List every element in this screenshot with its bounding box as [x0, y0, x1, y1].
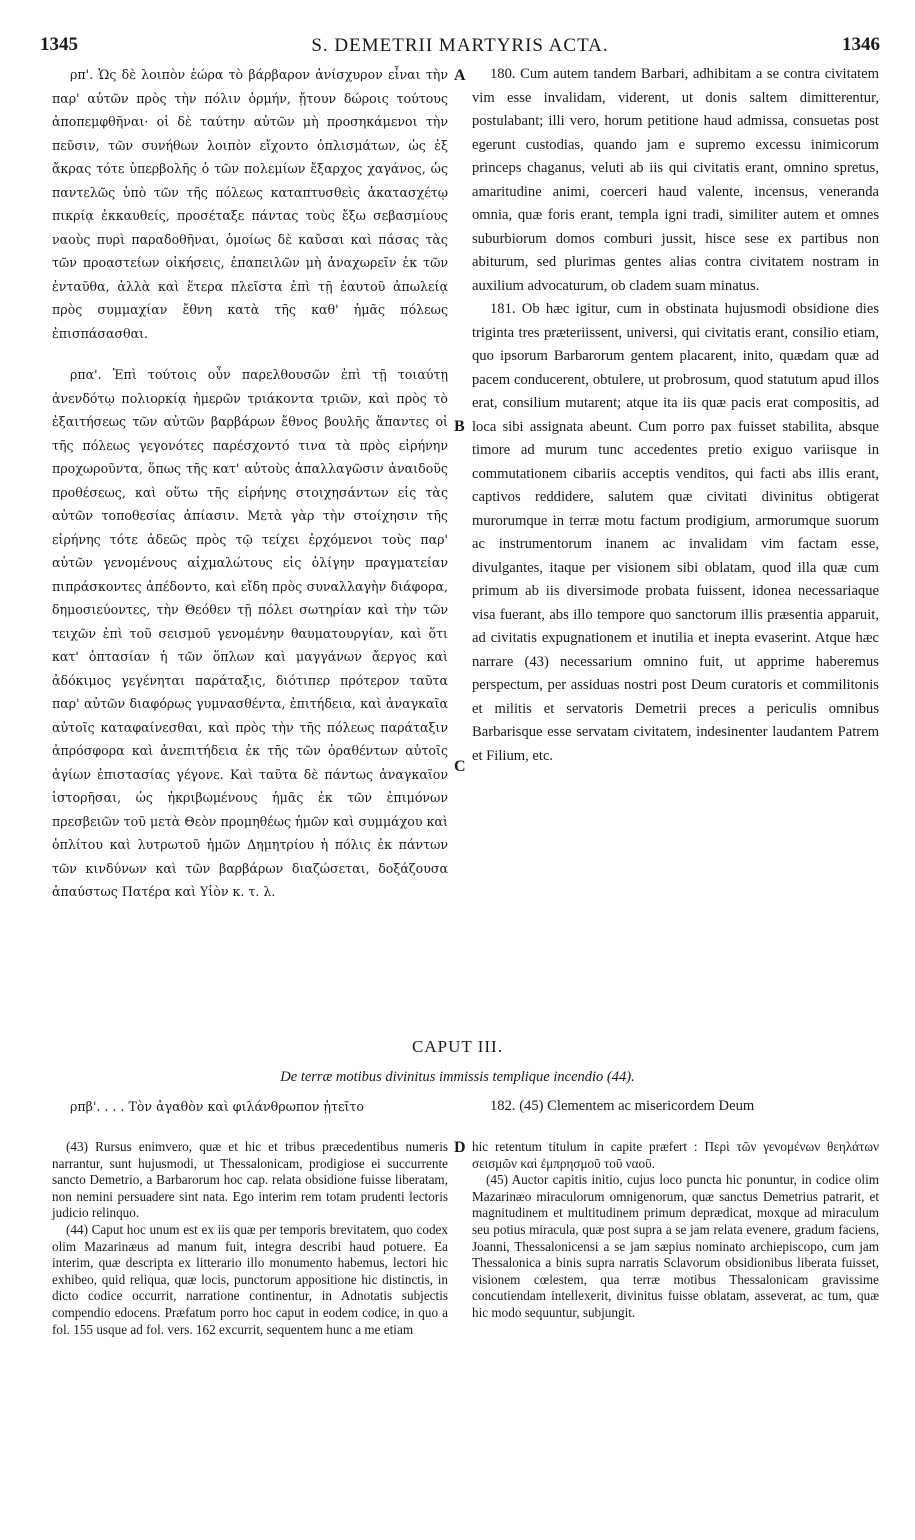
greek-paragraph-180: ρπ'. Ὡς δὲ λοιπὸν ἑώρα τὸ βάρβαρον ἀνίσχυρον εἶναι τὴν παρ' αὐτῶν πρὸς τὴν πόλιν ὁρμήν, ᾔτουν δώροις τούτους ἀποπεμφθῆναι· οἱ δὲ ταύτην αὐτῶν μὴ προσηκάμενοι τὴν πεῦσιν, τῶν συνήθων λοιπὸν εἴχοντο ὀπλισμάτων, ὡς ἐξ ἄκρας τότε ὑπερβολῆς ὁ τῶν πολεμίων ἔξαρχος χαγάνος, ὡς παντελῶς ὑπὸ τῶν τῆς πόλεως καταπτυσθεὶς ἀκατασχέτῳ πικρίᾳ ἐκκαυθείς, προσέταξε πάντας τοὺς ἔξω σεβασμίους ναοὺς πυρὶ παραδοθῆναι, ὁμοίως δὲ καῦσαι καὶ πάσας τὰς τῶν προαστείων οἰκήσεις, ἐπαπειλῶν μὴ ἀναχωρεῖν ἐκ τῶν ἐνταῦθα, ἀλλὰ καὶ ἕτερα πλεῖστα ἐπὶ τῇ ἑαυτοῦ ἀπωλείᾳ πρὸς συμμαχίαν ἔθνη κατὰ τῆς καθ' ἡμᾶς πόλεως ἐπισπάσασθαι.: [52, 67, 448, 341]
page-number-right: 1346: [842, 34, 880, 55]
running-title: S. DEMETRII MARTYRIS ACTA.: [311, 35, 609, 56]
greek-column-upper: [52, 63, 448, 904]
latin-paragraph-180: 180. Cum autem tandem Barbari, adhibitam a se contra civitatem vim esse invalidam, viderent, ut donis saltem dimitterentur, postulabant; illi vero, horum petitione haud admissa, consuetas post egerunt custodias, quando jam e supremo excessu inimicorum princeps chaganus, veluti ab iis qui civitatis erant, omnino spretus, amaritudine animi, coerceri haud valente, incensus, veneranda omnia, quæ foris erant, templa igni tradi, similiter autem et omnes suburbiorum domos comburi jussit, hisce sese ex partibus non abiturum, sed plurimas gentes alias contra civitatem nostram in auxilium advocaturum, ob cladem suam minatus.: [472, 66, 879, 294]
footnote-43: (43) Rursus enimvero, quæ et hic et tribus præcedentibus numeris narrantur, sunt hujusmodi, ut Thessalonicam, prodigiose ei succurrente sancto Demetrio, a Barbarorum hoc cap. relata obsidione fuisse liberatam, non nemini persuadere sint nata. Ego interim rem totam prudenti lectoris judicio relinquo.: [52, 1139, 448, 1221]
footnotes-left: [52, 1139, 448, 1338]
greek-paragraph-181: ρπα'. Ἐπὶ τούτοις οὖν παρελθουσῶν ἐπὶ τῇ τοιαύτῃ ἀνενδότῳ πολιορκίᾳ ἡμερῶν τριάκοντα τριῶν, καὶ πρὸς τὸ ἐξαιτήσεως τῶν αὐτῶν βαρβάρων ἔθνος βουλῆς ἅπαντες οἱ τῆς πόλεως γεγονότες παρέσχοντό τινα τὰ πρὸς εἰρήνην προχωροῦντα, ὅπως τῆς κατ' αὐτοὺς ἀπαλλαγῶσιν ἀναιδοῦς προθέσεως, καὶ οὕτω τῆς εἰρήνης στοιχησάντων εἰς τὰς αὐτῶν τοποθεσίας ἀπίασιν. Μετὰ γὰρ τὴν στοίχησιν τῆς εἰρήνης τότε ἀδεῶς πρὸς τῷ τείχει ἐρχόμενοι τοὺς παρ' αὐτῶν γενομένους αἰχμαλώτους εἰς ὀλίγην πραγματείαν πιπράσκοντες ἀπέδοντο, καὶ εἴδη πρὸς συναλλαγὴν διάφορα, δημοσιεύοντες, τὴν Θεόθεν τῇ πόλει σωτηρίαν καὶ τὴν τῶν τειχῶν ἐπὶ τοῦ σεισμοῦ γενομένην θαυματουργίαν, καὶ ὅτι κατ' ὀπτασίαν ἡ τῶν ὅπλων καὶ μαγγάνων ἄεργος καὶ ἀδόκιμος γεγένηται παράταξις, διότιπερ πρότερον ταῦτα παρ' αὐτῶν διαφόρως γυμνασθέντα, ἐπιτήδεια, καὶ ἀναγκαῖα αὐτοῖς καταφαίνεσθαι, καὶ πρὸς τὴν τῆς πόλεως παράταξιν ἀπρόσφορα καὶ ἀνεπιτήδεια ἐκ τῆς τῶν ὁραθέντων αὐτοῖς ἁγίων ἐπιστασίας γέγονε. Καὶ ταῦτα δὲ πάντως ἀναγκαῖον ἱστορῆσαι, ὡς ἠκριβωμένους ἡμᾶς ἐκ τῶν ἐπιμόνων πρεσβειῶν τοῦ μετὰ Θεὸν προμηθέως ἡμῶν καὶ συμμάχου καὶ ὁπλίτου καὶ λυτρωτοῦ ἡμῶν Δημητρίου ἡ πόλις ἐκ πάντων τῶν κινδύνων καὶ τῶν βαρβάρων διαζώσεται, δοξάζουσα ἀπαύστως Πατέρα καὶ Υἱὸν κ. τ. λ.: [52, 367, 448, 899]
greek-paragraph-182: ρπβ'. . . . Τὸν ἀγαθὸν καὶ φιλάνθρωπον ᾐτεῖτο: [70, 1099, 364, 1114]
footnote-44: (44) Caput hoc unum est ex iis quæ per temporis brevitatem, quo codex olim Mazarinæus ad manum fuit, integra describi haud potuere. Ea interim, quæ descripta ex litterario illo monumento habemus, lectori hic exhibeo, quid reliqua, quæ locis, punctorum appositione hic distinctis, in dicto codice occurrit, narratione continentur, in Adnotatis subjectis compendio edocens. Præfatum porro hoc caput in eodem codice, in quo a fol. 155 usque ad fol. vers. 162 excurrit, sequentem hunc a me etiam: [52, 1221, 448, 1337]
page-header: [40, 34, 880, 58]
footnote-45: (45) Auctor capitis initio, cujus loco puncta hic ponuntur, in codice olim Mazarinæo miraculorum omnigenorum, quæ sanctus Demetrius patrarit, et magnitudinem et multitudinem primum deprædicat, moxque ad miraculum seu potius miracula, quæ post supra a se jam relata evenere, gradum faciens, Joanni, Thessalonicensi a se jam sæpius nominato archiepiscopo, cum jam Thessalonica a binis supra narratis Sclavorum obsidionibus liberata fuisset, visionem cœlestem, qua terræ motibus Thessalonicam gravissime concutiendam intellexerit, divinitus fuisse oblatam, asseverat, ac tum, quæ hic modo sequuntur, subjungit.: [472, 1172, 879, 1320]
latin-paragraph-182-wrap: [472, 1095, 879, 1119]
footnote-44-continued: hic retentum titulum in capite præfert : Περὶ τῶν γενομένων θεηλάτων σεισμῶν καὶ ἐμπρησμοῦ τοῦ ναοῦ.: [472, 1139, 879, 1171]
page-number-left: 1345: [40, 34, 78, 55]
latin-paragraph-181: 181. Ob hæc igitur, cum in obstinata hujusmodi obsidione dies triginta tres præteriissent, universi, qui civitatis erant, consilio etiam, quo ipsorum Barbarorum gentem placarent, inito, quædam quæ ad pacem conducerent, obtulere, ut probrosum, quod statutum apud illos erat, consilium mutarent; atque ita iis quæ pacis erat compositis, ad loca sibi assignata abeunt. Cum porro pax fuisset stabilita, absque timore ad murum tunc accedentes pretio exiguo variisque in commutationem cibariis acceptis venditos, qui facti abs illis erant, captivos reddidere, salutem quæ civitati divinitus obtigerat murorumque in terræ motu factum prodigium, armorumque suorum ac instrumentorum inanem ac invalidam vim factam esse, divulgantes, itaque per visionem sibi oblatam, quod illa quæ cum primum ab iis diversimode probata fuissent, idonea necessariaque visa fuerant, abs illo tempore quo sanctorum illis præsentia apparuit, ad civitatis expugnationem et inutilia et inepta evaserint. Atque hæc narrare (43) necessarium omnino fuit, ut apprime haberemus perspectum, per assiduas nostri post Deum curatoris et commilitonis et militis et servatoris Demetrii preces a periculis omnibus Barbarisque esse servatam civitatem, indesinenter laudantem Patrem et Filium, etc.: [472, 301, 879, 764]
latin-column-upper: [472, 63, 879, 768]
footnotes-right: [472, 1139, 879, 1322]
greek-paragraph-182-wrap: [52, 1095, 448, 1119]
margin-marker-b: B: [454, 418, 465, 435]
margin-marker-a: A: [454, 67, 466, 84]
chapter-subtitle: De terræ motibus divinitus immissis templique incendio (44).: [280, 1069, 635, 1085]
latin-paragraph-182: 182. (45) Clementem ac misericordem Deum: [490, 1098, 755, 1114]
margin-marker-d: D: [454, 1139, 466, 1156]
margin-marker-c: C: [454, 758, 466, 775]
chapter-heading: CAPUT III.: [412, 1037, 503, 1056]
